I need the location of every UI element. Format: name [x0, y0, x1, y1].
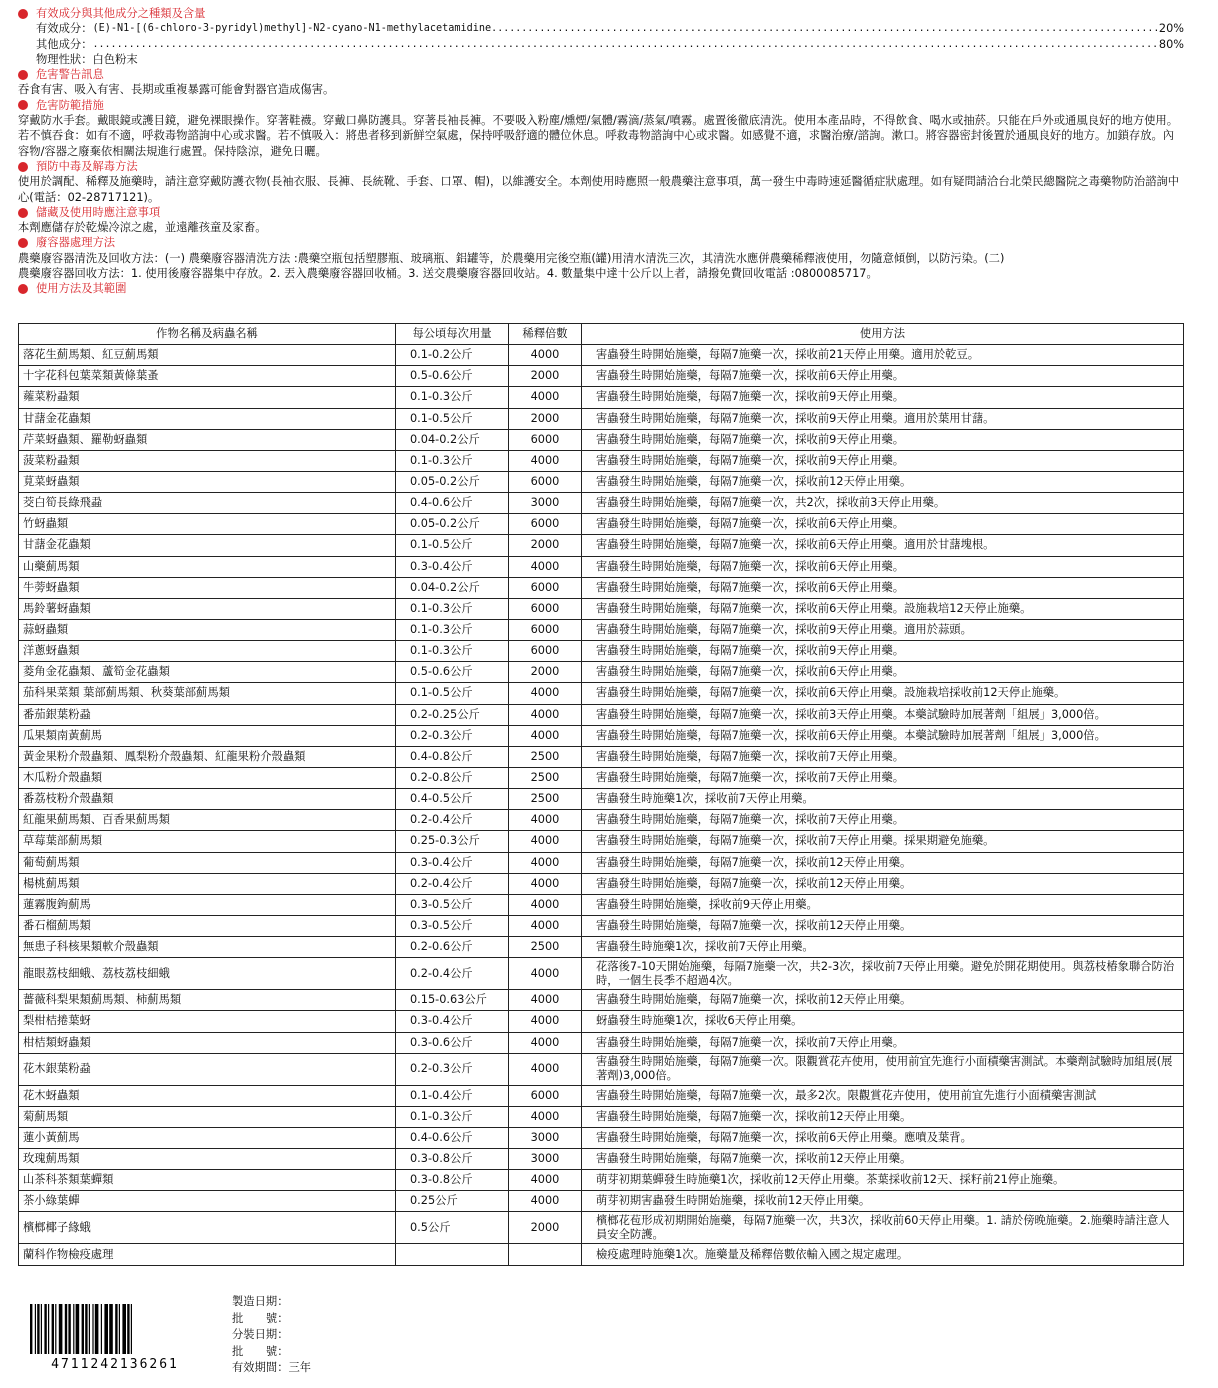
- mfg-date-row: 製造日期：: [232, 1295, 289, 1308]
- cell-crop-pest: 茄科果菜類 葉部薊馬類、秋葵葉部薊馬類: [19, 683, 396, 704]
- cell-method: 害蟲發生時開始施藥，每隔7施藥一次，共2次，採收前3天停止用藥。: [582, 493, 1184, 514]
- cell-dilution: 4000: [509, 1053, 582, 1085]
- cell-dosage: [396, 1244, 509, 1265]
- cell-dosage: 0.1-0.4公斤: [396, 1085, 509, 1106]
- table-row: [19, 704, 1184, 725]
- cell-crop-pest: 無患子科核果類軟介殼蟲類: [19, 937, 396, 958]
- barcode-bar: [65, 1304, 67, 1354]
- barcode: [26, 1302, 204, 1370]
- barcode-bar: [55, 1304, 56, 1354]
- cell-dilution: 4000: [509, 345, 582, 366]
- cell-method: 害蟲發生時開始施藥，每隔7施藥一次，採收前6天停止用藥。: [582, 662, 1184, 683]
- cell-crop-pest: 山藥薊馬類: [19, 556, 396, 577]
- table-row: [19, 937, 1184, 958]
- cell-crop-pest: 馬鈴薯蚜蟲類: [19, 598, 396, 619]
- cell-crop-pest: 梨柑桔捲葉蚜: [19, 1011, 396, 1032]
- section-prevention-title: 危害防範措施: [18, 98, 1184, 113]
- poisoning-text: 使用於調配、稀釋及施藥時，請注意穿戴防護衣物(長袖衣服、長褲、長統靴、手套、口罩、帽)，以維護安全。本劑使用時應照一般農藥注意事項，萬一發生中毒時速延醫循症狀處理。如有疑問請洽台北榮民總醫院之毒藥物防治諮詢中心(電話：02-28717121)。: [18, 175, 1180, 204]
- cell-crop-pest: 龍眼荔枝細蛾、荔枝荔枝細蛾: [19, 958, 396, 990]
- cell-dosage: 0.3-0.5公斤: [396, 915, 509, 936]
- table-row: [19, 429, 1184, 450]
- barcode-bar: [68, 1304, 70, 1354]
- cell-dosage: 0.2-0.8公斤: [396, 767, 509, 788]
- cell-method: 萌芽初期葉蟬發生時施藥1次，採收前12天停止用藥。茶葉採收前12天、採籽前21停止施藥。: [582, 1170, 1184, 1191]
- cell-dilution: 4000: [509, 958, 582, 990]
- table-row: [19, 662, 1184, 683]
- cell-dilution: 2000: [509, 366, 582, 387]
- cell-crop-pest: 玫瑰薊馬類: [19, 1149, 396, 1170]
- cell-crop-pest: 牛蒡蚜蟲類: [19, 577, 396, 598]
- table-row: [19, 810, 1184, 831]
- cell-method: 害蟲發生時開始施藥，每隔7施藥一次，採收前9天停止用藥。: [582, 429, 1184, 450]
- section-disposal-title: 廢容器處理方法: [18, 235, 1184, 250]
- cell-dilution: 6000: [509, 1085, 582, 1106]
- cell-dosage: 0.2-0.3公斤: [396, 725, 509, 746]
- cell-method: 害蟲發生時開始施藥，每隔7施藥一次，採收前7天停止用藥。採果期避免施藥。: [582, 831, 1184, 852]
- barcode-bar: [127, 1304, 129, 1354]
- table-row: [19, 831, 1184, 852]
- section-poisoning-title: 預防中毒及解毒方法: [18, 159, 1184, 174]
- cell-method: 害蟲發生時開始施藥，每隔7施藥一次，採收前12天停止用藥。: [582, 1106, 1184, 1127]
- cell-method: 害蟲發生時開始施藥，每隔7施藥一次，採收前7天停止用藥。: [582, 810, 1184, 831]
- cell-dosage: 0.1-0.3公斤: [396, 619, 509, 640]
- usage-table: [18, 323, 1184, 1266]
- table-row: [19, 1106, 1184, 1127]
- cell-dosage: 0.1-0.5公斤: [396, 408, 509, 429]
- cell-crop-pest: 蓮霧腹鉤薊馬: [19, 894, 396, 915]
- cell-dosage: 0.3-0.4公斤: [396, 1011, 509, 1032]
- usage-table-body: [19, 345, 1184, 1265]
- table-row: [19, 577, 1184, 598]
- table-row: [19, 789, 1184, 810]
- cell-crop-pest: 茭白筍長綠飛蝨: [19, 493, 396, 514]
- cell-crop-pest: 莧菜蚜蟲類: [19, 471, 396, 492]
- table-row: [19, 387, 1184, 408]
- table-row: [19, 683, 1184, 704]
- batch-row: 批 號：: [232, 1311, 289, 1325]
- other-ingredient-percent: 80%: [1158, 37, 1184, 51]
- cell-crop-pest: 花木蚜蟲類: [19, 1085, 396, 1106]
- table-row: [19, 915, 1184, 936]
- table-row: [19, 1011, 1184, 1032]
- cell-method: 害蟲發生時開始施藥，每隔7施藥一次，採收前6天停止用藥。: [582, 577, 1184, 598]
- cell-dilution: 4000: [509, 894, 582, 915]
- cell-dosage: 0.2-0.6公斤: [396, 937, 509, 958]
- bullet-icon: [18, 208, 28, 218]
- cell-dilution: 2500: [509, 746, 582, 767]
- cell-crop-pest: 草莓葉部薊馬類: [19, 831, 396, 852]
- cell-crop-pest: 紅龍果薊馬類、百香果薊馬類: [19, 810, 396, 831]
- cell-method: 害蟲發生時開始施藥，每隔7施藥一次，採收前9天停止用藥。: [582, 450, 1184, 471]
- cell-dilution: 4000: [509, 852, 582, 873]
- label-document: [18, 6, 1184, 297]
- barcode-bar: [30, 1304, 32, 1354]
- cell-method: 害蟲發生時開始施藥，每隔7施藥一次，採收前7天停止用藥。: [582, 746, 1184, 767]
- prevention-text: 穿戴防水手套。戴眼鏡或護目鏡，避免裸眼操作。穿著鞋襪。穿戴口鼻防護具。穿著長袖長褲。不要吸入粉塵/燻煙/氣體/霧滴/蒸氣/噴霧。處置後徹底清洗。使用本產品時，不得飲食、喝水或抽菸。只能在戶外或通風良好的地方使用。若不慎吞食：如有不適，呼救毒物諮詢中心或求醫。若不慎吸入：將患者移到新鮮空氣處，保持呼吸舒適的體位休息。呼救毒物諮詢中心或求醫。如感覺不適，求醫治療/諮詢。漱口。將容器密封後置於通風良好的地方。加鎖存放。內容物/容器之廢棄依相關法規進行處置。保持陰涼，避免日曬。: [18, 114, 1179, 158]
- cell-crop-pest: 黃金果粉介殼蟲類、鳳梨粉介殼蟲類、紅龍果粉介殼蟲類: [19, 746, 396, 767]
- cell-dosage: 0.5-0.6公斤: [396, 366, 509, 387]
- cell-dilution: 2000: [509, 535, 582, 556]
- cell-dosage: 0.1-0.5公斤: [396, 535, 509, 556]
- cell-dosage: 0.15-0.63公斤: [396, 990, 509, 1011]
- cell-dilution: 2500: [509, 937, 582, 958]
- cell-dilution: 4000: [509, 873, 582, 894]
- cell-dosage: 0.04-0.2公斤: [396, 577, 509, 598]
- cell-crop-pest: 瓜果類南黃薊馬: [19, 725, 396, 746]
- pack-date-row: 分裝日期：: [232, 1328, 289, 1342]
- cell-crop-pest: 竹蚜蟲類: [19, 514, 396, 535]
- cell-crop-pest: 檳榔椰子緣蛾: [19, 1212, 396, 1244]
- cell-crop-pest: 蕹菜粉蝨類: [19, 387, 396, 408]
- cell-dosage: 0.2-0.4公斤: [396, 958, 509, 990]
- barcode-bar: [44, 1304, 46, 1354]
- table-row: [19, 1127, 1184, 1148]
- barcode-bar: [101, 1304, 102, 1354]
- table-row: [19, 894, 1184, 915]
- cell-method: 害蟲發生時開始施藥，每隔7施藥一次，採收前9天停止用藥。適用於葉用甘藷。: [582, 408, 1184, 429]
- cell-dosage: 0.1-0.5公斤: [396, 683, 509, 704]
- table-row: [19, 641, 1184, 662]
- batch2-row: 批 號：: [232, 1344, 289, 1358]
- table-row: [19, 535, 1184, 556]
- barcode-bar: [104, 1304, 108, 1354]
- cell-method: 害蟲發生時開始施藥，每隔7施藥一次，採收前6天停止用藥。: [582, 556, 1184, 577]
- production-info: [232, 1294, 311, 1377]
- cell-crop-pest: 十字花科包葉菜類黃條葉蚤: [19, 366, 396, 387]
- cell-method: 害蟲發生時施藥1次，採收前7天停止用藥。: [582, 937, 1184, 958]
- cell-method: 害蟲發生時開始施藥，每隔7施藥一次，採收前6天停止用藥。: [582, 366, 1184, 387]
- cell-dilution: 4000: [509, 1170, 582, 1191]
- cell-method: 花落後7-10天開始施藥，每隔7施藥一次，共2-3次，採收前7天停止用藥。避免於開花期使用。與荔枝椿象聯合防治時，一個生長季不超過4次。: [582, 958, 1184, 990]
- cell-dilution: 4000: [509, 725, 582, 746]
- cell-crop-pest: 甘藷金花蟲類: [19, 535, 396, 556]
- cell-method: 害蟲發生時開始施藥，每隔7施藥一次，採收前7天停止用藥。: [582, 1032, 1184, 1053]
- cell-dilution: 6000: [509, 598, 582, 619]
- cell-dosage: 0.4-0.6公斤: [396, 1127, 509, 1148]
- cell-crop-pest: 蘭科作物檢疫處理: [19, 1244, 396, 1265]
- barcode-bar: [92, 1304, 93, 1354]
- table-row: [19, 450, 1184, 471]
- cell-dilution: 4000: [509, 387, 582, 408]
- cell-dosage: 0.1-0.3公斤: [396, 450, 509, 471]
- bullet-icon: [18, 70, 28, 80]
- storage-text: 本劑應儲存於乾燥冷涼之處，並遠離孩童及家畜。: [18, 221, 267, 235]
- table-row: [19, 958, 1184, 990]
- barcode-bar: [59, 1304, 63, 1354]
- cell-dilution: 2500: [509, 789, 582, 810]
- cell-dilution: [509, 1244, 582, 1265]
- table-row: [19, 1244, 1184, 1265]
- header-method: 使用方法: [582, 324, 1184, 345]
- cell-crop-pest: 薔薇科梨果類薊馬類、柿薊馬類: [19, 990, 396, 1011]
- cell-dilution: 6000: [509, 429, 582, 450]
- cell-dilution: 2000: [509, 1212, 582, 1244]
- physical-property-row: 物理性狀：白色粉末: [36, 52, 138, 66]
- cell-dosage: 0.1-0.3公斤: [396, 641, 509, 662]
- barcode-bar: [76, 1304, 80, 1354]
- cell-dosage: 0.2-0.4公斤: [396, 873, 509, 894]
- bullet-icon: [18, 162, 28, 172]
- table-row: [19, 345, 1184, 366]
- cell-crop-pest: 番荔枝粉介殼蟲類: [19, 789, 396, 810]
- cell-crop-pest: 山茶科茶類葉蟬類: [19, 1170, 396, 1191]
- cell-method: 害蟲發生時開始施藥，每隔7施藥一次，採收前9天停止用藥。適用於蒜頭。: [582, 619, 1184, 640]
- cell-dilution: 6000: [509, 471, 582, 492]
- cell-dilution: 4000: [509, 704, 582, 725]
- section-hazard-title: 危害警告訊息: [18, 67, 1184, 82]
- cell-dosage: 0.4-0.6公斤: [396, 493, 509, 514]
- barcode-bar: [122, 1304, 126, 1354]
- cell-dilution: 6000: [509, 641, 582, 662]
- cell-dosage: 0.3-0.4公斤: [396, 556, 509, 577]
- cell-crop-pest: 洋蔥蚜蟲類: [19, 641, 396, 662]
- cell-crop-pest: 菠菜粉蝨類: [19, 450, 396, 471]
- cell-crop-pest: 芹菜蚜蟲類、羅勒蚜蟲類: [19, 429, 396, 450]
- cell-crop-pest: 花木銀葉粉蝨: [19, 1053, 396, 1085]
- cell-dilution: 4000: [509, 683, 582, 704]
- bullet-icon: [18, 284, 28, 294]
- cell-dilution: 3000: [509, 1149, 582, 1170]
- cell-crop-pest: 柑桔類蚜蟲類: [19, 1032, 396, 1053]
- cell-dilution: 4000: [509, 915, 582, 936]
- cell-method: 害蟲發生時開始施藥，每隔7施藥一次，採收前6天停止用藥。設施栽培採收前12天停止施藥。: [582, 683, 1184, 704]
- barcode-bar: [109, 1304, 113, 1354]
- table-row: [19, 725, 1184, 746]
- table-row: [19, 471, 1184, 492]
- cell-dilution: 4000: [509, 556, 582, 577]
- cell-dosage: 0.3-0.8公斤: [396, 1149, 509, 1170]
- cell-method: 害蟲發生時開始施藥，每隔7施藥一次，採收前6天停止用藥。本藥試驗時加展著劑「組展」3,000倍。: [582, 725, 1184, 746]
- cell-method: 害蟲發生時開始施藥，每隔7施藥一次，採收前12天停止用藥。: [582, 852, 1184, 873]
- cell-crop-pest: 木瓜粉介殼蟲類: [19, 767, 396, 788]
- active-ingredient-percent: 20%: [1158, 22, 1184, 36]
- cell-dilution: 4000: [509, 990, 582, 1011]
- barcode-bar: [119, 1304, 120, 1354]
- cell-dilution: 4000: [509, 810, 582, 831]
- table-row: [19, 619, 1184, 640]
- cell-crop-pest: 落花生薊馬類、紅豆薊馬類: [19, 345, 396, 366]
- barcode-bar: [95, 1304, 99, 1354]
- section-ingredients-title: 有效成分與其他成分之種類及含量: [18, 6, 1184, 21]
- table-row: [19, 366, 1184, 387]
- cell-crop-pest: 菊薊馬類: [19, 1106, 396, 1127]
- cell-method: 檢疫處理時施藥1次。施藥量及稀釋倍數依輸入國之規定處理。: [582, 1244, 1184, 1265]
- cell-dosage: 0.5-0.6公斤: [396, 662, 509, 683]
- header-dilution: 稀釋倍數: [509, 324, 582, 345]
- table-row: [19, 1085, 1184, 1106]
- cell-method: 害蟲發生時開始施藥，每隔7施藥一次，採收前12天停止用藥。: [582, 1149, 1184, 1170]
- cell-method: 害蟲發生時開始施藥，每隔7施藥一次，採收前9天停止用藥。: [582, 387, 1184, 408]
- barcode-bar: [115, 1304, 117, 1354]
- cell-dilution: 2000: [509, 662, 582, 683]
- header-dosage: 每公頃每次用量: [396, 324, 509, 345]
- cell-crop-pest: 葡萄薊馬類: [19, 852, 396, 873]
- cell-method: 害蟲發生時開始施藥，每隔7施藥一次，採收前12天停止用藥。: [582, 471, 1184, 492]
- barcode-bar: [48, 1304, 49, 1354]
- cell-method: 檳榔花苞形成初期開始施藥，每隔7施藥一次，共3次，採收前60天停止用藥。1. 請於傍晚施藥。2.施藥時請注意人員安全防護。: [582, 1212, 1184, 1244]
- cell-dosage: 0.2-0.25公斤: [396, 704, 509, 725]
- cell-crop-pest: 蓮小黃薊馬: [19, 1127, 396, 1148]
- cell-method: 害蟲發生時開始施藥，每隔7施藥一次，採收前21天停止用藥。適用於乾豆。: [582, 345, 1184, 366]
- table-row: [19, 493, 1184, 514]
- cell-dosage: 0.3-0.8公斤: [396, 1170, 509, 1191]
- cell-dilution: 4000: [509, 1032, 582, 1053]
- table-row: [19, 556, 1184, 577]
- cell-dosage: 0.4-0.5公斤: [396, 789, 509, 810]
- table-row: [19, 1212, 1184, 1244]
- cell-method: 害蟲發生時開始施藥，每隔7施藥一次。限觀賞花卉使用，使用前宜先進行小面積藥害測試。本藥劑試驗時加組展(展著劑)3,000倍。: [582, 1053, 1184, 1085]
- cell-dilution: 3000: [509, 493, 582, 514]
- barcode-digits: 4711242136261: [51, 1357, 179, 1370]
- table-row: [19, 1149, 1184, 1170]
- barcode-bar: [52, 1304, 54, 1354]
- cell-method: 害蟲發生時開始施藥，每隔7施藥一次，採收前12天停止用藥。: [582, 990, 1184, 1011]
- cell-dilution: 4000: [509, 450, 582, 471]
- cell-crop-pest: 甘藷金花蟲類: [19, 408, 396, 429]
- cell-dosage: 0.3-0.4公斤: [396, 852, 509, 873]
- cell-method: 害蟲發生時開始施藥，每隔7施藥一次，採收前6天停止用藥。應噴及葉背。: [582, 1127, 1184, 1148]
- disposal-text-line1: 農藥廢容器清洗及回收方法：(一) 農藥廢容器清洗方法 :農藥空瓶包括塑膠瓶、玻璃瓶、鋁罐等，於農藥用完後空瓶(罐)用清水清洗三次，其清洗水應併農藥稀釋液使用，勿隨意傾倒，以防污染。(二): [18, 251, 1005, 265]
- table-row: [19, 873, 1184, 894]
- table-row: [19, 408, 1184, 429]
- cell-dosage: 0.25-0.3公斤: [396, 831, 509, 852]
- cell-dosage: 0.05-0.2公斤: [396, 514, 509, 535]
- cell-method: 害蟲發生時開始施藥，每隔7施藥一次，最多2次。限觀賞花卉使用，使用前宜先進行小面積藥害測試: [582, 1085, 1184, 1106]
- cell-crop-pest: 番茄銀葉粉蝨: [19, 704, 396, 725]
- cell-dosage: 0.05-0.2公斤: [396, 471, 509, 492]
- cell-dosage: 0.1-0.3公斤: [396, 598, 509, 619]
- barcode-bar: [37, 1304, 39, 1354]
- cell-crop-pest: 蒜蚜蟲類: [19, 619, 396, 640]
- disposal-text-line2: 農藥廢容器回收方法：1. 使用後廢容器集中存放。2. 丟入農藥廢容器回收桶。3. 送交農藥廢容器回收站。4. 數量集中達十公斤以上者，請撥免費回收電話 :0800085717。: [18, 267, 878, 281]
- other-ingredient-row: 其他成分： ..... 80%: [36, 37, 1184, 52]
- hazard-text: 吞食有害、吸入有害、長期或重複暴露可能會對器官造成傷害。: [18, 83, 335, 97]
- cell-method: 害蟲發生時開始施藥，每隔7施藥一次，採收前12天停止用藥。: [582, 873, 1184, 894]
- cell-crop-pest: 菱角金花蟲類、蘆筍金花蟲類: [19, 662, 396, 683]
- barcode-bar: [41, 1304, 42, 1354]
- active-ingredient-name: (E)-N1-[(6-chloro-3-pyridyl)methyl]-N2-cyano-N1-methylacetamidine: [92, 23, 492, 35]
- active-ingredient-row: 有效成分： (E)-N1-[(6-chloro-3-pyridyl)methyl]-N2-cyano-N1-methylacetamidine ..... 20%: [36, 21, 1184, 36]
- table-row: [19, 514, 1184, 535]
- barcode-bar: [35, 1304, 36, 1354]
- cell-method: 害蟲發生時開始施藥，每隔7施藥一次，採收前7天停止用藥。: [582, 767, 1184, 788]
- cell-dilution: 4000: [509, 1106, 582, 1127]
- ingredients-block: [18, 21, 1184, 67]
- section-usage-title: 使用方法及其範圍: [18, 281, 1184, 296]
- cell-dilution: 6000: [509, 619, 582, 640]
- cell-dosage: 0.1-0.3公斤: [396, 1106, 509, 1127]
- table-row: [19, 1170, 1184, 1191]
- table-row: [19, 1191, 1184, 1212]
- cell-dosage: 0.3-0.5公斤: [396, 894, 509, 915]
- cell-dilution: 6000: [509, 514, 582, 535]
- cell-dilution: 4000: [509, 831, 582, 852]
- cell-method: 害蟲發生時開始施藥，每隔7施藥一次，採收前6天停止用藥。: [582, 514, 1184, 535]
- footer: [18, 1288, 1184, 1383]
- leader-dots: [491, 21, 1157, 36]
- cell-crop-pest: 楊桃薊馬類: [19, 873, 396, 894]
- cell-dosage: 0.1-0.2公斤: [396, 345, 509, 366]
- cell-dilution: 3000: [509, 1127, 582, 1148]
- barcode-bar: [85, 1304, 87, 1354]
- table-row: [19, 746, 1184, 767]
- cell-dilution: 2500: [509, 767, 582, 788]
- barcode-bar: [82, 1304, 84, 1354]
- cell-method: 害蟲發生時開始施藥，每隔7施藥一次，採收前12天停止用藥。: [582, 915, 1184, 936]
- table-row: [19, 598, 1184, 619]
- cell-dosage: 0.04-0.2公斤: [396, 429, 509, 450]
- bullet-icon: [18, 100, 28, 110]
- table-row: [19, 852, 1184, 873]
- cell-crop-pest: 茶小綠葉蟬: [19, 1191, 396, 1212]
- cell-method: 害蟲發生時開始施藥，採收前9天停止用藥。: [582, 894, 1184, 915]
- table-row: [19, 990, 1184, 1011]
- cell-dosage: 0.1-0.3公斤: [396, 387, 509, 408]
- cell-dilution: 6000: [509, 577, 582, 598]
- expiry-value: 三年: [288, 1361, 312, 1375]
- cell-dosage: 0.5公斤: [396, 1212, 509, 1244]
- physical-property-value: 白色粉末: [92, 52, 138, 66]
- cell-crop-pest: 番石榴薊馬類: [19, 915, 396, 936]
- bullet-icon: [18, 9, 28, 19]
- header-crop-pest: 作物名稱及病蟲名稱: [19, 324, 396, 345]
- expiry-row: 有效期間：三年: [232, 1361, 312, 1375]
- cell-dosage: 0.2-0.4公斤: [396, 810, 509, 831]
- cell-dosage: 0.2-0.3公斤: [396, 1053, 509, 1085]
- cell-dilution: 4000: [509, 1011, 582, 1032]
- section-storage-title: 儲藏及使用時應注意事項: [18, 205, 1184, 220]
- cell-dosage: 0.4-0.8公斤: [396, 746, 509, 767]
- cell-method: 蚜蟲發生時施藥1次，採收6天停止用藥。: [582, 1011, 1184, 1032]
- barcode-bar: [89, 1304, 90, 1354]
- cell-method: 害蟲發生時開始施藥，每隔7施藥一次，採收前6天停止用藥。適用於甘藷塊根。: [582, 535, 1184, 556]
- cell-method: 萌芽初期害蟲發生時開始施藥，採收前12天停止用藥。: [582, 1191, 1184, 1212]
- cell-method: 害蟲發生時開始施藥，每隔7施藥一次，採收前6天停止用藥。設施栽培12天停止施藥。: [582, 598, 1184, 619]
- cell-method: 害蟲發生時開始施藥，每隔7施藥一次，採收前9天停止用藥。: [582, 641, 1184, 662]
- bullet-icon: [18, 238, 28, 248]
- cell-dilution: 4000: [509, 1191, 582, 1212]
- barcode-bar: [131, 1304, 132, 1354]
- cell-method: 害蟲發生時施藥1次，採收前7天停止用藥。: [582, 789, 1184, 810]
- cell-dilution: 2000: [509, 408, 582, 429]
- cell-method: 害蟲發生時開始施藥，每隔7施藥一次，採收前3天停止用藥。本藥試驗時加展著劑「組展」3,000倍。: [582, 704, 1184, 725]
- leader-dots: [93, 37, 1157, 52]
- barcode-bar: [73, 1304, 74, 1354]
- table-row: [19, 767, 1184, 788]
- table-row: [19, 1032, 1184, 1053]
- cell-dosage: 0.3-0.6公斤: [396, 1032, 509, 1053]
- table-header-row: [19, 324, 1184, 345]
- table-row: [19, 1053, 1184, 1085]
- cell-dosage: 0.25公斤: [396, 1191, 509, 1212]
